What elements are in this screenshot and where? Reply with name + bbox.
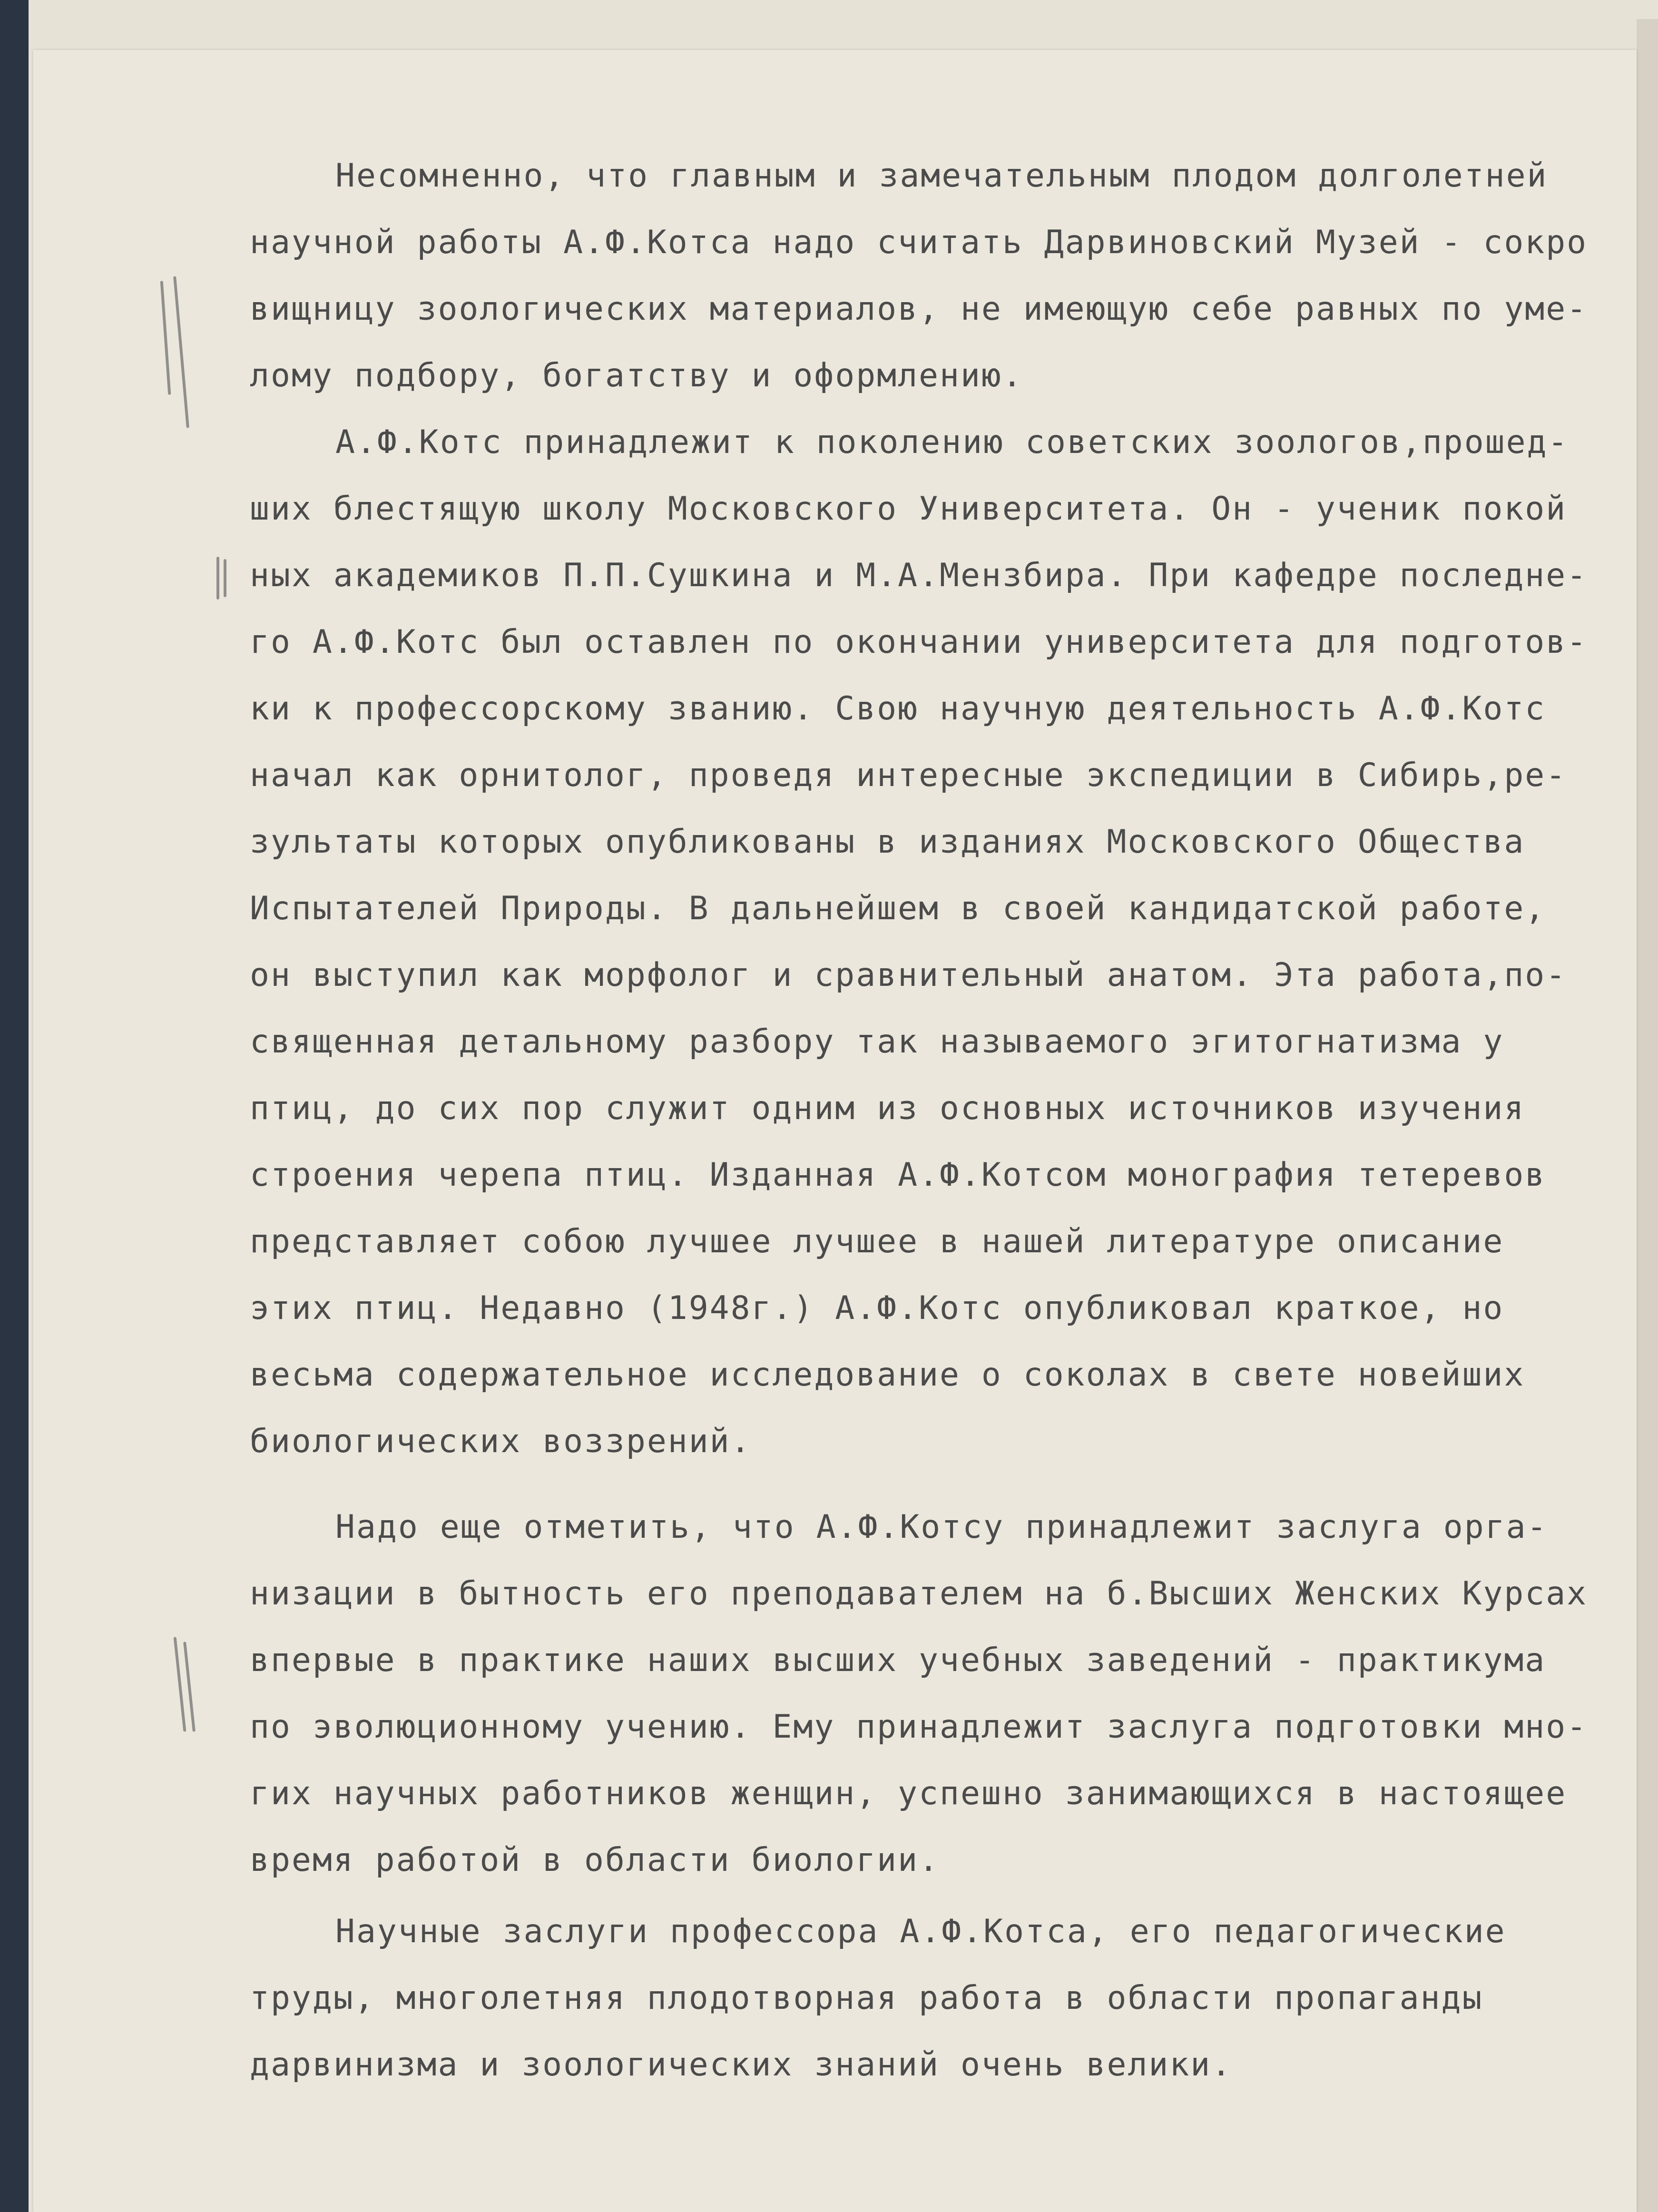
text-line: впервые в практике наших высших учебных заведений - практикума (250, 1642, 1546, 1679)
text-line: строения черепа птиц. Изданная А.Ф.Котсом монография тетеревов (250, 1156, 1546, 1194)
margin-mark (224, 559, 226, 597)
text-line: священная детальному разбору так называемого эгитогнатизма у (250, 1023, 1504, 1061)
text-line: ки к профессорскому званию. Свою научную деятельность А.Ф.Котс (250, 690, 1546, 728)
sheet-edge (1637, 19, 1658, 2212)
text-line: вищницу зоологических материалов, не имеющую себе равных по уме- (250, 290, 1588, 328)
text-line: птиц, до сих пор служит одним из основных источников изучения (250, 1090, 1525, 1127)
text-line: гих научных работников женщин, успешно занимающихся в настоящее (250, 1775, 1567, 1812)
text-line: Испытателей Природы. В дальнейшем в своей кандидатской работе, (250, 890, 1546, 927)
text-line: по эволюционному учению. Ему принадлежит заслуга подготовки мно- (250, 1708, 1588, 1746)
text-line: лому подбору, богатству и оформлению. (250, 357, 1023, 394)
text-line: низации в бытность его преподавателем на б.Высших Женских Курсах (250, 1575, 1588, 1612)
text-line: го А.Ф.Котс был оставлен по окончании университета для подготов- (250, 623, 1588, 661)
text-line: дарвинизма и зоологических знаний очень велики. (250, 2046, 1233, 2084)
margin-mark (216, 557, 219, 600)
text-line: труды, многолетняя плодотворная работа в области пропаганды (250, 1979, 1483, 2017)
text-line: Надо еще отметить, что А.Ф.Котсу принадлежит заслуга орга- (335, 1508, 1548, 1546)
text-line: биологических воззрений. (250, 1423, 752, 1460)
text-line: А.Ф.Котс принадлежит к поколению советских зоологов,прошед- (335, 423, 1569, 461)
text-line: ших блестящую школу Московского Университета. Он - ученик покой (250, 490, 1567, 528)
text-line: весьма содержательное исследование о соколах в свете новейших (250, 1356, 1525, 1394)
text-line: начал как орнитолог, проведя интересные экспедиции в Сибирь,ре- (250, 757, 1567, 794)
text-line: время работой в области биологии. (250, 1841, 940, 1879)
text-line: этих птиц. Недавно (1948г.) А.Ф.Котс опубликовал краткое, но (250, 1289, 1504, 1327)
text-line: научной работы А.Ф.Котса надо считать Дарвиновский Музей - сокро (250, 224, 1588, 261)
text-line: Несомненно, что главным и замечательным плодом долголетней (335, 157, 1548, 195)
text-line: он выступил как морфолог и сравнительный анатом. Эта работа,по- (250, 956, 1567, 994)
text-line: Научные заслуги профессора А.Ф.Котса, его педагогические (335, 1913, 1506, 1950)
text-line: представляет собою лучшее лучшее в нашей литературе описание (250, 1223, 1504, 1260)
text-line: зультаты которых опубликованы в изданиях Московского Общества (250, 823, 1525, 861)
text-line: ных академиков П.П.Сушкина и М.А.Мензбира. При кафедре последне- (250, 557, 1588, 594)
typed-text (250, 143, 1606, 2084)
